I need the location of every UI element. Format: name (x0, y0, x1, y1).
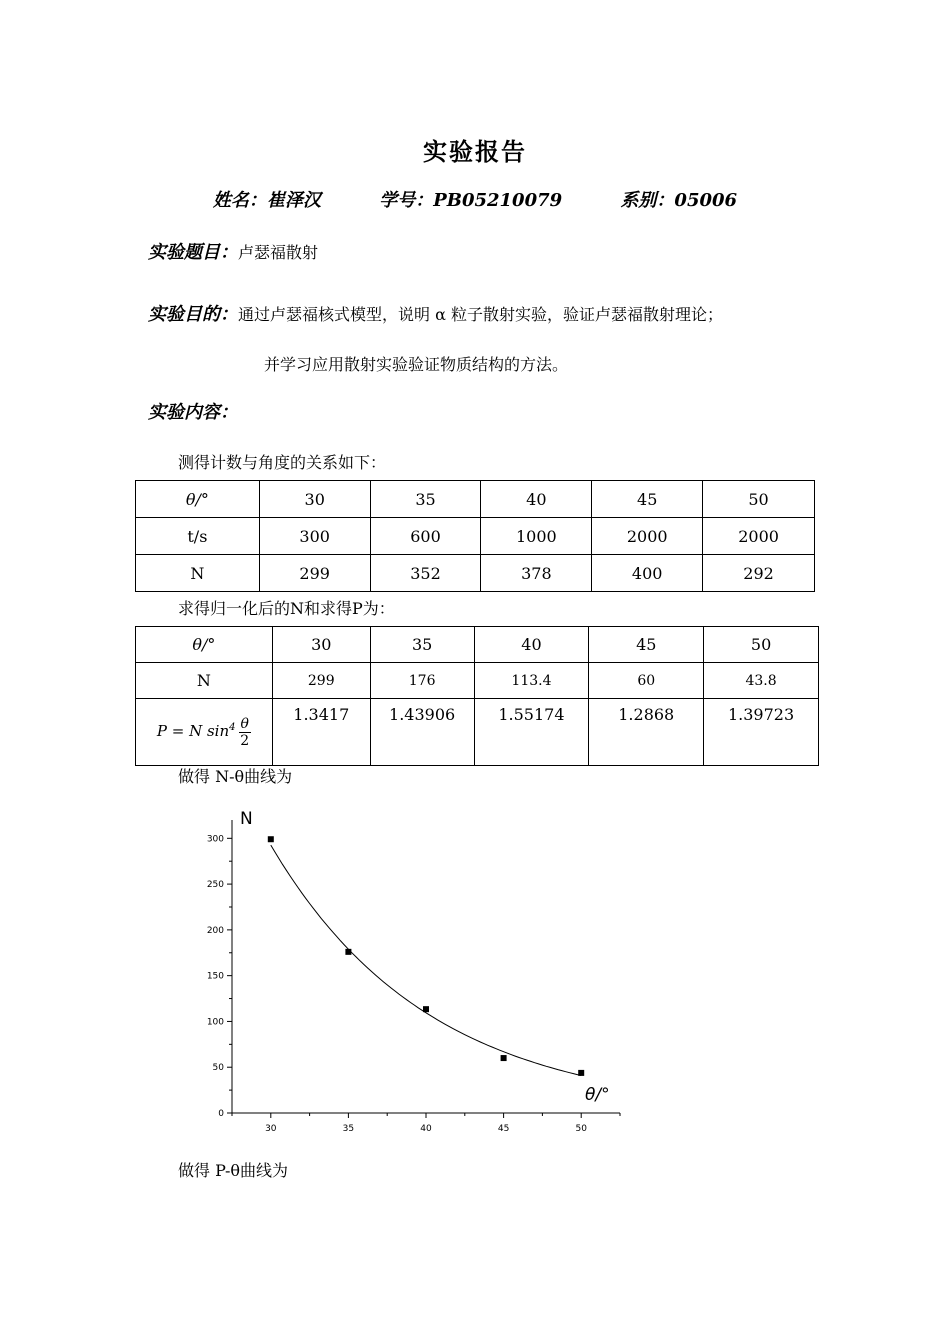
p-formula-num: θ (240, 715, 249, 732)
table-cell: 1.39723 (704, 699, 819, 766)
table-cell: 400 (592, 555, 703, 592)
p-formula-lhs: P = N sin (156, 722, 230, 740)
x-tick-label: 45 (497, 1124, 510, 1134)
table-cell: 176 (370, 663, 474, 699)
page-title: 实验报告 (423, 137, 527, 166)
table-cell: 50 (703, 481, 815, 518)
data-point (501, 1055, 507, 1061)
x-tick-label: 35 (342, 1124, 355, 1134)
n-theta-chart (180, 800, 640, 1145)
table-cell: 1000 (481, 518, 592, 555)
y-ticks (207, 834, 232, 1119)
table-cell: 40 (481, 481, 592, 518)
table-row (136, 518, 815, 555)
table-cell: 45 (589, 627, 704, 663)
table-row (136, 699, 819, 766)
fit-curve (271, 845, 581, 1075)
x-ticks (232, 1113, 620, 1134)
table-cell: 35 (370, 481, 481, 518)
x-tick-label: 40 (420, 1124, 432, 1134)
table-row (136, 663, 819, 699)
table-row (136, 555, 815, 592)
x-tick-label: 50 (575, 1124, 587, 1134)
table-cell: 35 (370, 627, 474, 663)
purpose-line1: 通过卢瑟福核式模型，说明 α 粒子散射实验，验证卢瑟福散射理论； (238, 305, 723, 324)
x-axis-label: θ/° (585, 1085, 610, 1105)
p-formula-den: 2 (240, 732, 250, 749)
purpose-label: 实验目的： (148, 304, 238, 325)
table-cell: 378 (481, 555, 592, 592)
p-formula (156, 715, 251, 749)
content-label: 实验内容： (148, 402, 238, 423)
y-tick-label: 0 (218, 1109, 224, 1119)
table-cell: 50 (704, 627, 819, 663)
table-cell: 299 (272, 663, 370, 699)
data-point (578, 1070, 584, 1076)
table-cell: 60 (589, 663, 704, 699)
table-row-label: t/s (136, 518, 260, 555)
p-formula-cell (136, 699, 273, 766)
table-cell: 299 (259, 555, 370, 592)
p-formula-power: 4 (229, 722, 236, 733)
data-point (268, 836, 274, 842)
table-row-label: N (136, 555, 260, 592)
table-cell: 43.8 (704, 663, 819, 699)
table-cell: 1.3417 (272, 699, 370, 766)
topic-section (148, 238, 318, 264)
normalized-table (135, 626, 819, 766)
table1-caption: 测得计数与角度的关系如下： (178, 453, 387, 472)
table-cell: 1.2868 (589, 699, 704, 766)
table-cell: 600 (370, 518, 481, 555)
table-row (136, 481, 815, 518)
purpose-line2: 并学习应用散射实验验证物质结构的方法。 (264, 355, 569, 374)
data-point (423, 1006, 429, 1012)
topic-text: 卢瑟福散射 (238, 243, 319, 262)
y-axis-label: N (240, 809, 253, 829)
y-tick-label: 100 (206, 1017, 224, 1028)
table-cell: 30 (259, 481, 370, 518)
table-header-label: θ/° (136, 481, 260, 518)
student-dept: 系别：05006 (620, 190, 738, 211)
table-cell: 40 (474, 627, 589, 663)
y-tick-label: 200 (206, 925, 224, 936)
table-cell: 113.4 (474, 663, 589, 699)
table-cell: 2000 (592, 518, 703, 555)
student-id: 学号：PB05210079 (379, 190, 563, 211)
student-info (0, 186, 950, 212)
topic-label: 实验题目： (148, 242, 238, 263)
x-tick-label: 30 (265, 1124, 277, 1134)
data-point (345, 949, 351, 955)
table-cell: 300 (259, 518, 370, 555)
chart1-caption: 做得 N-θ曲线为 (178, 767, 293, 786)
y-tick-label: 150 (206, 971, 224, 982)
table-cell: 292 (703, 555, 815, 592)
table-cell: 45 (592, 481, 703, 518)
table-cell: 1.55174 (474, 699, 589, 766)
table-header-label: θ/° (136, 627, 273, 663)
y-tick-label: 250 (206, 880, 224, 891)
chart2-caption: 做得 P-θ曲线为 (178, 1161, 289, 1180)
table2-caption: 求得归一化后的N和求得P为： (178, 599, 395, 618)
p-formula-fraction (239, 716, 251, 749)
data-points (268, 836, 584, 1076)
table-row (136, 627, 819, 663)
student-name: 姓名：崔泽汉 (212, 190, 321, 211)
table-row-label: N (136, 663, 273, 699)
count-angle-table (135, 480, 815, 592)
table-cell: 352 (370, 555, 481, 592)
table-cell: 1.43906 (370, 699, 474, 766)
purpose-section (148, 300, 723, 326)
y-tick-label: 50 (212, 1063, 224, 1074)
y-tick-label: 300 (206, 834, 224, 845)
table-cell: 30 (272, 627, 370, 663)
table-cell: 2000 (703, 518, 815, 555)
